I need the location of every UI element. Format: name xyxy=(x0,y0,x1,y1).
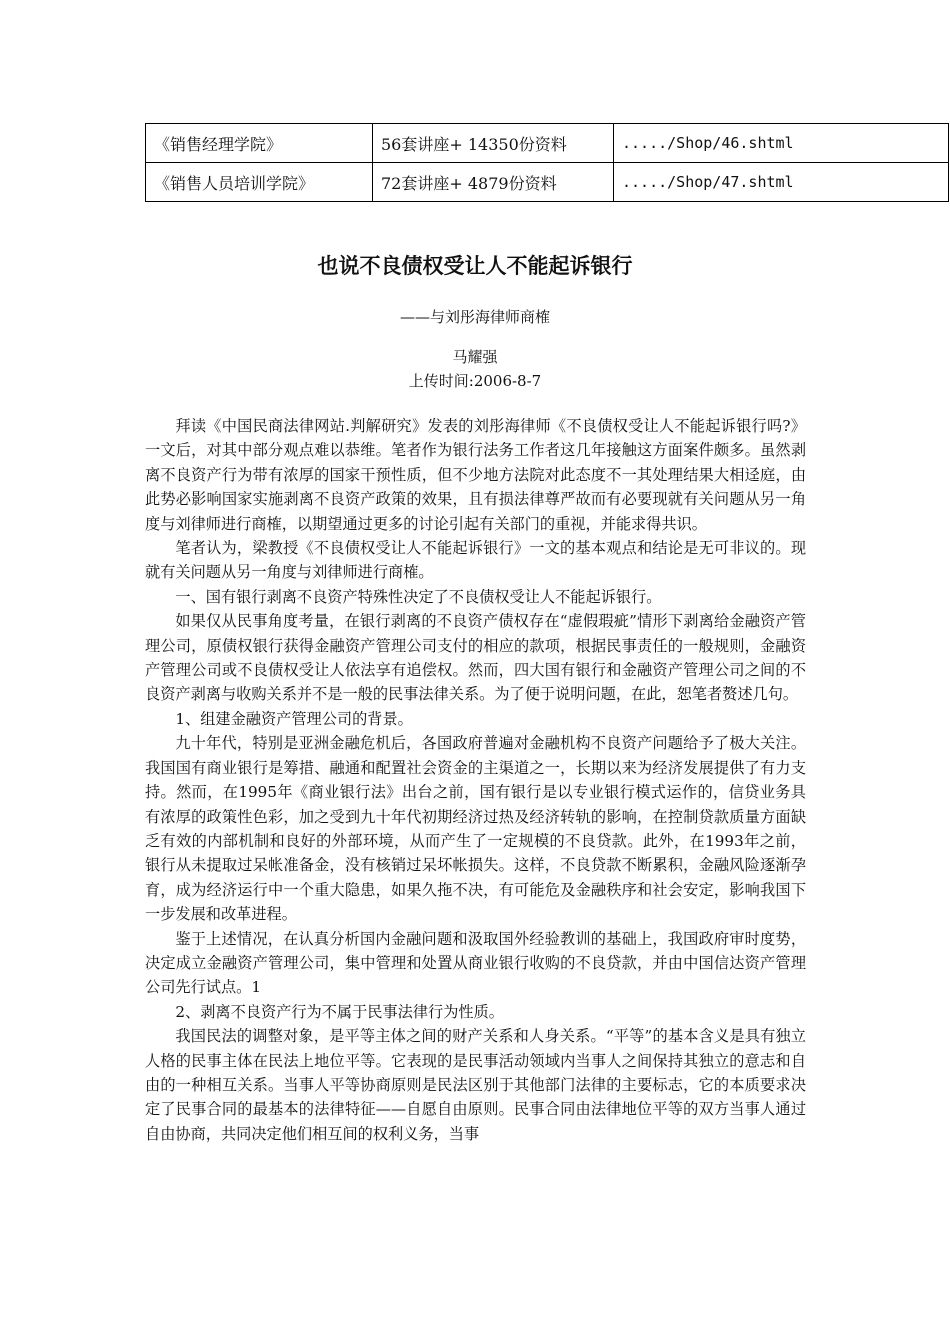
article-title: 也说不良债权受让人不能起诉银行 xyxy=(317,253,633,278)
resource-link[interactable]: ...../Shop/46.shtml xyxy=(614,124,949,163)
article-body xyxy=(145,414,806,1146)
article-subtitle: ——与刘彤海律师商榷 xyxy=(399,308,550,326)
resource-link[interactable]: ...../Shop/47.shtml xyxy=(614,163,949,202)
section-heading: 一、国有银行剥离不良资产特殊性决定了不良债权受让人不能起诉银行。 xyxy=(175,587,662,606)
paragraph: 我国民法的调整对象，是平等主体之间的财产关系和人身关系。“平等”的基本含义是具有独立人格的民事主体在民法上地位平等。它表现的是民事活动领域内当事人之间保持其独立的意志和自由的一种相互关系。当事人平等协商原则是民法区别于其他部门法律的主要标志，它的本质要求决定了民事合同的最基本的法律特征——自愿自由原则。民事合同由法律地位平等的双方当事人通过自由协商，共同决定他们相互间的权利义务，当事 xyxy=(145,1027,806,1143)
resource-name: 《销售经理学院》 xyxy=(146,124,373,163)
paragraph: 九十年代，特别是亚洲金融危机后，各国政府普遍对金融机构不良资产问题给予了极大关注。我国国有商业银行是筹措、融通和配置社会资金的主渠道之一，长期以来为经济发展提供了有力支持。然而，在1995年《商业银行法》出台之前，国有银行是以专业银行模式运作的，信贷业务具有浓厚的政策性色彩，加之受到九十年代初期经济过热及经济转轨的影响，在控制贷款质量方面缺乏有效的内部机制和良好的外部环境，从而产生了一定规模的不良贷款。此外，在1993年之前，银行从未提取过呆帐准备金，没有核销过呆坏帐损失。这样，不良贷款不断累积，金融风险逐渐孕育，成为经济运行中一个重大隐患，如果久拖不决，有可能危及金融秩序和社会安定，影响我国下一步发展和改革进程。 xyxy=(145,734,806,924)
resource-name: 《销售人员培训学院》 xyxy=(146,163,373,202)
upload-time: 上传时间:2006-8-7 xyxy=(408,372,542,390)
paragraph: 鉴于上述情况，在认真分析国内金融问题和汲取国外经验教训的基础上，我国政府审时度势，决定成立金融资产管理公司，集中管理和处置从商业银行收购的不良贷款，并由中国信达资产管理公司先行试点。1 xyxy=(145,929,806,997)
article-author: 马耀强 xyxy=(452,348,498,366)
paragraph: 拜读《中国民商法律网站.判解研究》发表的刘彤海律师《不良债权受让人不能起诉银行吗?》一文后，对其中部分观点难以恭维。笔者作为银行法务工作者这几年接触这方面案件颇多。虽然剥离不良资产行为带有浓厚的国家干预性质，但不少地方法院对此态度不一其处理结果大相迳庭，由此势必影响国家实施剥离不良资产政策的效果，且有损法律尊严故而有必要现就有关问题从另一角度与刘律师进行商榷，以期望通过更多的讨论引起有关部门的重视，并能求得共识。 xyxy=(145,417,806,533)
subsection-heading: 1、组建金融资产管理公司的背景。 xyxy=(175,709,413,728)
paragraph: 如果仅从民事角度考量，在银行剥离的不良资产债权存在“虚假瑕疵”情形下剥离给金融资产管理公司，原债权银行获得金融资产管理公司支付的相应的款项，根据民事责任的一般规则，金融资产管理公司或不良债权受让人依法享有追偿权。然而，四大国有银行和金融资产管理公司之间的不良资产剥离与收购关系并不是一般的民事法律关系。为了便于说明问题，在此，恕笔者赘述几句。 xyxy=(145,612,806,704)
resource-content: 72套讲座+ 4879份资料 xyxy=(373,163,614,202)
table-row xyxy=(146,163,949,202)
resource-table xyxy=(145,123,949,202)
subsection-heading: 2、剥离不良资产行为不属于民事法律行为性质。 xyxy=(175,1002,504,1021)
resource-content: 56套讲座+ 14350份资料 xyxy=(373,124,614,163)
paragraph: 笔者认为，梁教授《不良债权受让人不能起诉银行》一文的基本观点和结论是无可非议的。现就有关问题从另一角度与刘律师进行商榷。 xyxy=(145,539,806,582)
table-row xyxy=(146,124,949,163)
